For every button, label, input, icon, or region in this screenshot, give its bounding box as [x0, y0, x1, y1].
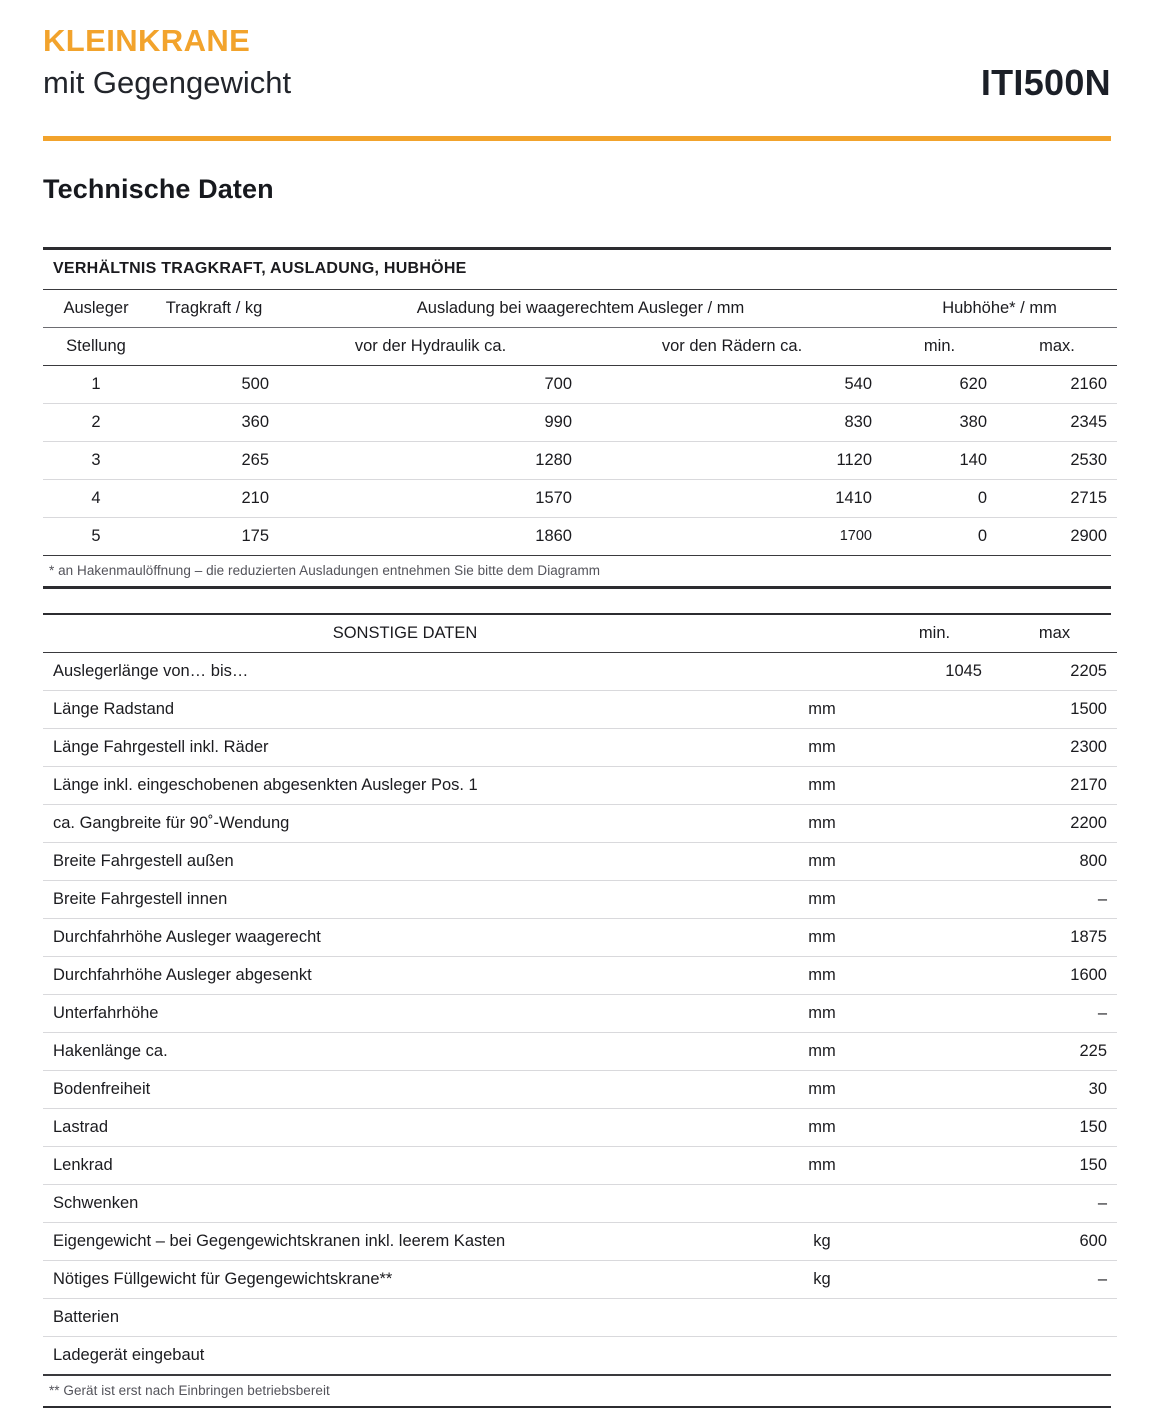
- cell-stellung: 4: [43, 479, 149, 517]
- table-row: [43, 995, 1117, 1033]
- brand-category: KLEINKRANE: [43, 23, 251, 58]
- cell-unit: [767, 653, 877, 691]
- model-name: ITI500N: [980, 62, 1111, 103]
- cell-min: [877, 1109, 992, 1147]
- cell-unit: mm: [767, 1109, 877, 1147]
- table1-header-row-1: [43, 289, 1117, 327]
- cell-hub-min: 380: [882, 403, 997, 441]
- table1-col-max: max.: [997, 327, 1117, 365]
- table-row: [43, 1071, 1117, 1109]
- cell-unit: mm: [767, 957, 877, 995]
- cell-min: [877, 1071, 992, 1109]
- table-row: [43, 1223, 1117, 1261]
- table-row: [43, 1337, 1117, 1375]
- table1-body: [43, 365, 1117, 555]
- cell-unit: mm: [767, 843, 877, 881]
- cell-unit: [767, 1337, 877, 1375]
- cell-hub-max: 2345: [997, 403, 1117, 441]
- table2-header-row: [43, 615, 1117, 653]
- table-row: [43, 1033, 1117, 1071]
- cell-max: 800: [992, 843, 1117, 881]
- table-row: [43, 1299, 1117, 1337]
- cell-min: [877, 1261, 992, 1299]
- brand-subtitle: mit Gegengewicht: [43, 64, 292, 100]
- cell-hub-max: 2715: [997, 479, 1117, 517]
- cell-unit: kg: [767, 1223, 877, 1261]
- cell-label: Breite Fahrgestell innen: [43, 881, 767, 919]
- cell-max: [992, 1299, 1117, 1337]
- table1-caption: VERHÄLTNIS TRAGKRAFT, AUSLADUNG, HUBHÖHE: [43, 250, 1117, 290]
- cell-hub-max: 2160: [997, 365, 1117, 403]
- table1-col-hydraulik: vor der Hydraulik ca.: [279, 327, 582, 365]
- cell-raeder: 830: [582, 403, 882, 441]
- table1-header-row-2: [43, 327, 1117, 365]
- table1-footnote: * an Hakenmaulöffnung – die reduzierten Ausladungen entnehmen Sie bitte dem Diagramm: [49, 563, 601, 579]
- cell-hub-max: 2530: [997, 441, 1117, 479]
- cell-label: Hakenlänge ca.: [43, 1033, 767, 1071]
- table1-caption-row: [43, 250, 1117, 290]
- cell-max: 2300: [992, 729, 1117, 767]
- cell-max: 600: [992, 1223, 1117, 1261]
- cell-tragkraft: 360: [149, 403, 279, 441]
- cell-raeder: 1410: [582, 479, 882, 517]
- cell-max: –: [992, 1185, 1117, 1223]
- table1-col-ausleger: Ausleger: [43, 289, 149, 327]
- cell-stellung: 2: [43, 403, 149, 441]
- table-row: [43, 767, 1117, 805]
- table-row: [43, 957, 1117, 995]
- cell-raeder: 1700: [839, 528, 872, 544]
- cell-hub-max: 2900: [1070, 526, 1108, 545]
- cell-raeder: 540: [582, 365, 882, 403]
- cell-max: 225: [992, 1033, 1117, 1071]
- cell-label: Breite Fahrgestell außen: [43, 843, 767, 881]
- cell-hydraulik: 990: [279, 403, 582, 441]
- table-row: [43, 919, 1117, 957]
- cell-max: –: [992, 881, 1117, 919]
- table-row: [43, 1109, 1117, 1147]
- cell-max: 1600: [992, 957, 1117, 995]
- cell-label: Durchfahrhöhe Ausleger abgesenkt: [43, 957, 767, 995]
- cell-unit: mm: [767, 729, 877, 767]
- table-row: [43, 517, 1117, 555]
- cell-unit: mm: [767, 995, 877, 1033]
- table2-col-min: min.: [877, 615, 992, 653]
- cell-unit: [767, 1185, 877, 1223]
- cell-max: –: [992, 1261, 1117, 1299]
- cell-label: Unterfahrhöhe: [43, 995, 767, 1033]
- cell-label: Batterien: [43, 1299, 767, 1337]
- cell-min: 1045: [877, 653, 992, 691]
- table-row: [43, 403, 1117, 441]
- cell-raeder: 1120: [582, 441, 882, 479]
- cell-label: Eigengewicht – bei Gegengewichtskranen inkl. leerem Kasten: [43, 1223, 767, 1261]
- cell-hydraulik: 1570: [279, 479, 582, 517]
- cell-max: 1875: [992, 919, 1117, 957]
- cell-max: 1500: [992, 691, 1117, 729]
- cell-label: Durchfahrhöhe Ausleger waagerecht: [43, 919, 767, 957]
- table-gap: [40, 589, 1114, 613]
- page-title: Technische Daten: [43, 174, 274, 204]
- cell-min: [877, 881, 992, 919]
- page-header: [40, 0, 1114, 128]
- brand-block: [43, 24, 291, 102]
- cell-hub-min: 140: [882, 441, 997, 479]
- cell-unit: mm: [767, 691, 877, 729]
- cell-label: Nötiges Füllgewicht für Gegengewichtskrane**: [43, 1261, 767, 1299]
- table1-col-hubhoehe: Hubhöhe* / mm: [882, 289, 1117, 327]
- cell-label: Lastrad: [43, 1109, 767, 1147]
- cell-tragkraft: 210: [149, 479, 279, 517]
- cell-unit: mm: [767, 881, 877, 919]
- table-row: [43, 441, 1117, 479]
- cell-min: [877, 1223, 992, 1261]
- cell-max: 150: [992, 1109, 1117, 1147]
- table-row: [43, 1185, 1117, 1223]
- table-row: [43, 653, 1117, 691]
- cell-min: [877, 729, 992, 767]
- cell-min: [877, 843, 992, 881]
- cell-min: [877, 805, 992, 843]
- cell-stellung: 3: [43, 441, 149, 479]
- table-row: [43, 805, 1117, 843]
- cell-hub-min: 0: [882, 479, 997, 517]
- cell-tragkraft: 500: [149, 365, 279, 403]
- cell-unit: mm: [767, 1147, 877, 1185]
- table2-caption: SONSTIGE DATEN: [43, 615, 767, 653]
- cell-tragkraft: 265: [149, 441, 279, 479]
- cell-min: [877, 1185, 992, 1223]
- table-row: [43, 1147, 1117, 1185]
- table-row: [43, 881, 1117, 919]
- cell-hydraulik: 1280: [279, 441, 582, 479]
- cell-label: Länge Radstand: [43, 691, 767, 729]
- cell-max: [992, 1337, 1117, 1375]
- cell-min: [877, 1299, 992, 1337]
- cell-label: ca. Gangbreite für 90˚-Wendung: [43, 805, 767, 843]
- table2-col-unit: [767, 615, 877, 653]
- cell-label: Schwenken: [43, 1185, 767, 1223]
- cell-max: 2170: [992, 767, 1117, 805]
- cell-unit: mm: [767, 1071, 877, 1109]
- cell-unit: [767, 1299, 877, 1337]
- table2-body: [43, 653, 1117, 1375]
- table1-col-tragkraft: Tragkraft / kg: [149, 289, 279, 327]
- table2-col-max: max: [992, 615, 1117, 653]
- cell-unit: mm: [767, 919, 877, 957]
- cell-min: [877, 957, 992, 995]
- cell-label: Lenkrad: [43, 1147, 767, 1185]
- cell-label: Bodenfreiheit: [43, 1071, 767, 1109]
- table1-col-stellung: Stellung: [43, 327, 149, 365]
- cell-stellung: 5: [91, 526, 101, 545]
- table-sonstige-wrapper: [43, 613, 1111, 1408]
- cell-min: [877, 1147, 992, 1185]
- cell-unit: mm: [767, 767, 877, 805]
- cell-max: 150: [992, 1147, 1117, 1185]
- cell-unit: mm: [767, 1033, 877, 1071]
- table-tragkraft-wrapper: [43, 247, 1111, 589]
- table-sonstige-daten: [43, 615, 1117, 1374]
- cell-label: Auslegerlänge von… bis…: [43, 653, 767, 691]
- cell-min: [877, 1033, 992, 1071]
- cell-unit: mm: [767, 805, 877, 843]
- cell-max: 2200: [992, 805, 1117, 843]
- cell-min: [877, 995, 992, 1033]
- cell-label: Länge Fahrgestell inkl. Räder: [43, 729, 767, 767]
- table2-footnote: ** Gerät ist erst nach Einbringen betriebsbereit: [49, 1382, 330, 1398]
- table-row: [43, 843, 1117, 881]
- cell-hydraulik: 1860: [535, 526, 572, 545]
- cell-tragkraft: 175: [241, 526, 269, 545]
- accent-bar: [43, 136, 1111, 141]
- table1-col-ausladung: Ausladung bei waagerechtem Ausleger / mm: [279, 289, 882, 327]
- table-row: [43, 691, 1117, 729]
- cell-min: [877, 767, 992, 805]
- table1-col-min: min.: [882, 327, 997, 365]
- cell-stellung: 1: [43, 365, 149, 403]
- cell-max: 2205: [992, 653, 1117, 691]
- cell-min: [877, 1337, 992, 1375]
- cell-hydraulik: 700: [279, 365, 582, 403]
- table-tragkraft: [43, 250, 1117, 555]
- cell-max: 30: [992, 1071, 1117, 1109]
- cell-min: [877, 691, 992, 729]
- table1-col-tragkraft-sub: [149, 327, 279, 365]
- cell-hub-min: 0: [977, 526, 987, 545]
- cell-min: [877, 919, 992, 957]
- cell-label: Länge inkl. eingeschobenen abgesenkten Ausleger Pos. 1: [43, 767, 767, 805]
- cell-unit: kg: [767, 1261, 877, 1299]
- table-row: [43, 729, 1117, 767]
- table1-col-raeder: vor den Rädern ca.: [582, 327, 882, 365]
- table-row: [43, 479, 1117, 517]
- table-row: [43, 365, 1117, 403]
- cell-max: –: [992, 995, 1117, 1033]
- cell-label: Ladegerät eingebaut: [53, 1346, 205, 1365]
- cell-hub-min: 620: [882, 365, 997, 403]
- table-row: [43, 1261, 1117, 1299]
